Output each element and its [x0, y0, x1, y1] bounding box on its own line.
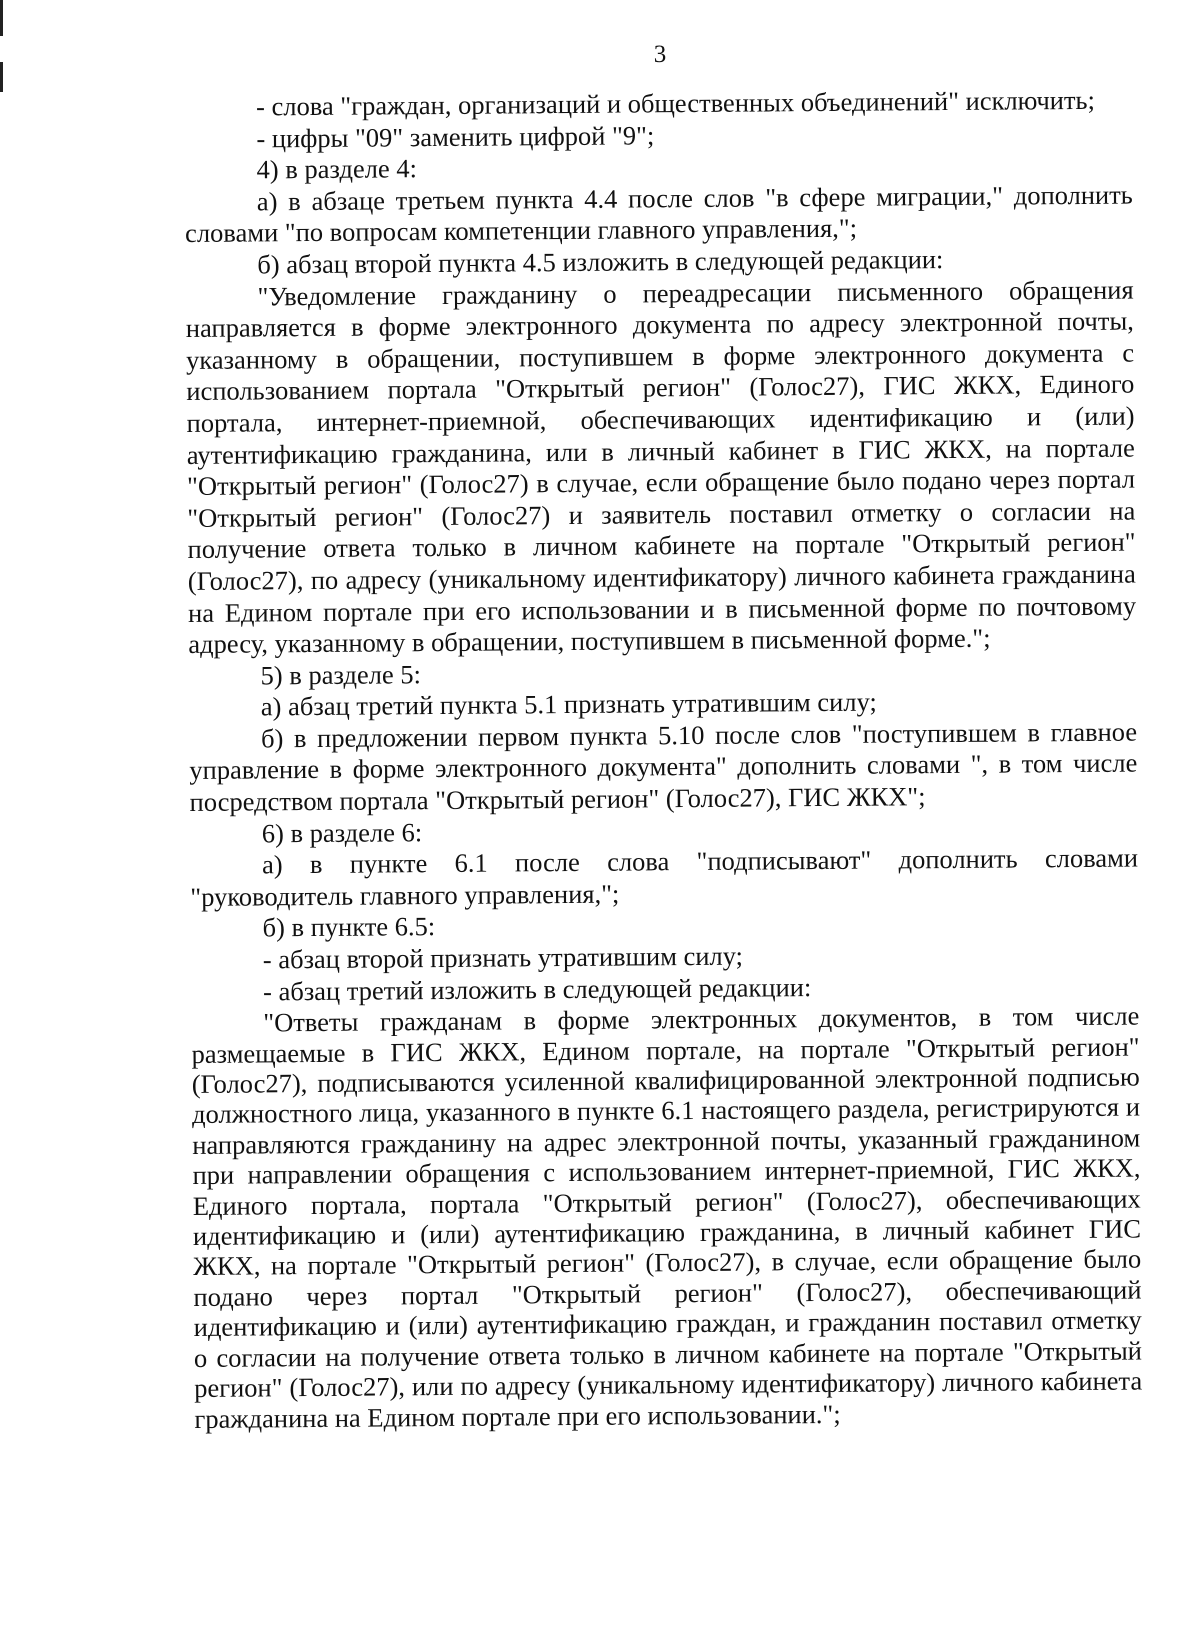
paragraph: б) в пункте 6.5: — [262, 911, 436, 943]
paragraph: б) абзац второй пункта 4.5 изложить в следующей редакции: — [257, 244, 944, 280]
paragraph: а) в абзаце третьем пункта 4.4 после слов "в сфере миграции," дополнить словами "по вопросам компетенции главного управления,"; — [184, 179, 1133, 249]
quoted-paragraph: "Уведомление гражданину о переадресации письменного обращения направляется в форме электронного документа по адресу электронной почты, указанному в обращении, поступившем в форме электронного документа с использованием портала "Открытый регион" (Голос27), ГИС ЖКХ, Единого портала, интернет-приемной, обеспечивающих идентификацию и (или) аутентификацию гражданина, или в личный кабинет в ГИС ЖКХ, на портале "Открытый регион" (Голос27) в случае, если обращение было подано через портал "Открытый регион" (Голос27) и заявитель поставил отметку о согласии на получение ответа только в личном кабинете на портале "Открытый регион" (Голос27), по адресу (уникальному идентификатору) личного кабинета гражданина на Едином портале при его использовании и в письменной форме по почтовому адресу, указанному в обращении, поступившем в письменной форме."; — [185, 274, 1137, 660]
scan-edge-mark — [0, 0, 3, 36]
paragraph: 5) в разделе 5: — [260, 658, 422, 691]
quoted-paragraph: "Ответы гражданам в форме электронных документов, в том числе размещаемые в ГИС ЖКХ, Едином портале, на портале "Открытый регион" (Голос27), подписываются усиленной квалифицированной электронной подписью должностного лица, указанного в пункте 6.1 настоящего раздела, регистрируются и направляются гражданину на адрес электронной почты, указанный гражданином при направлении обращения с использованием интернет-приемной, ГИС ЖКХ, Единого портала, портала "Открытый регион" (Голос27), обеспечивающих идентификацию и (или) аутентификацию гражданина, в личный кабинет ГИС ЖКХ, на портале "Открытый регион" (Голос27), в случае, если обращение было подано через портал "Открытый регион" (Голос27), обеспечивающий идентификацию и (или) аутентификацию граждан, и гражданин поставил отметку о согласии на получение ответа только в личном кабинете на портале "Открытый регион" (Голос27), или по адресу (уникальному идентификатору) личного кабинета гражданина на Едином портале при его использовании."; — [191, 1000, 1143, 1434]
paragraph: 4) в разделе 4: — [256, 153, 418, 185]
page-number: 3 — [653, 41, 667, 68]
paragraph: - цифры "09" заменить цифрой "9"; — [256, 119, 655, 154]
paragraph: б) в предложении первом пункта 5.10 после слов "поступившем в главное управление в форме электронного документа" дополнить словами ", в том числе посредством портала "Открытый регион" (Голос27), ГИС ЖКХ"; — [189, 716, 1138, 818]
paragraph: 6) в разделе 6: — [261, 816, 423, 849]
paragraph: - абзац второй признать утратившим силу; — [262, 940, 744, 975]
paragraph: а) абзац третий пункта 5.1 признать утратившим силу; — [260, 686, 877, 722]
paragraph: - слова "граждан, организаций и общественных объединений" исключить; — [255, 84, 1096, 122]
document-body — [184, 85, 1143, 1434]
paragraph: - абзац третий изложить в следующей редакции: — [262, 971, 812, 1007]
paragraph: а) в пункте 6.1 после слова "подписывают" дополнить словами "руководитель главного управления,"; — [190, 842, 1139, 912]
